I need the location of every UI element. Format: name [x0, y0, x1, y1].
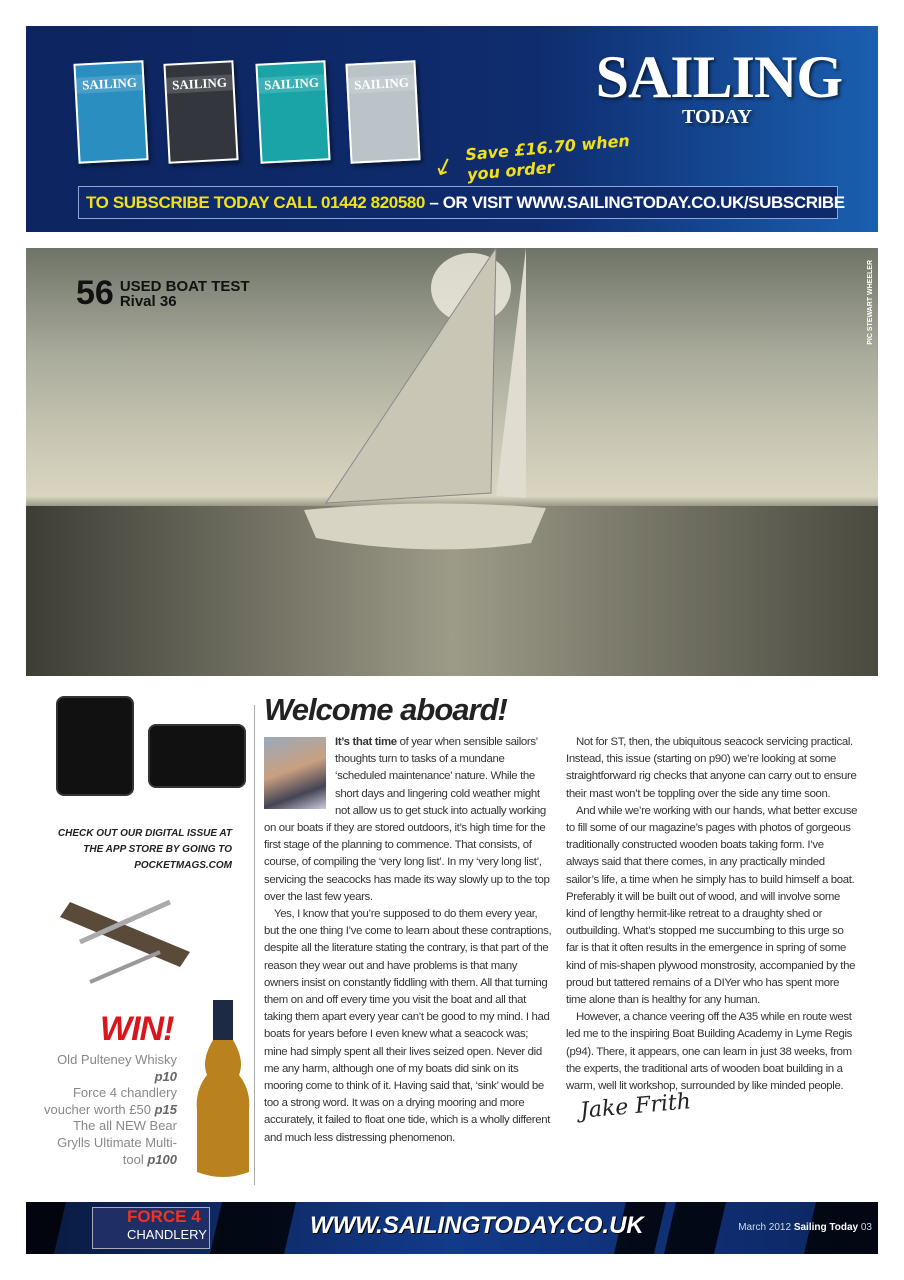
page-folio: March 2012 Sailing Today 03 — [738, 1222, 872, 1233]
magazine-cover: SAILING — [163, 60, 238, 164]
subscribe-bar[interactable]: TO SUBSCRIBE TODAY CALL 01442 820580 – OR VISIT WWW.SAILINGTODAY.CO.UK/SUBSCRIBE — [78, 186, 838, 219]
prize-list — [40, 1052, 177, 1168]
win-heading: WIN! — [100, 1010, 174, 1048]
hero-photo-sailboat — [26, 248, 878, 676]
paragraph: And while we’re working with our hands, what better excuse to fill some of our magazine’s pages with photos of gorgeous traditionally constructed wooden boats taking form. I’ve always said that there comes, in any practically minded sailor’s life, a time when he simply has to build himself a boat. Preferably it will be built out of wood, and will involve some kind of lengthy hermit-like retreat to a draughty shed or outbuilding. What’s stopped me succumbing to this urge so far is that it often results in the emergence in spring of some kind of mis-shapen plywood monstrosity, accompanied by the proud but tattered remains of a DIYer who has spent more time alone than is healthy for any human. — [566, 804, 858, 1007]
feature-teaser[interactable]: 56 USED BOAT TEST Rival 36 — [76, 274, 250, 312]
article-column-1 — [264, 734, 554, 1147]
article-title: Welcome aboard! — [264, 692, 507, 727]
editor-photo — [264, 737, 326, 809]
prize-item[interactable]: The all NEW Bear Grylls Ultimate Multi-tool p100 — [57, 1118, 177, 1167]
arrow-icon: ↙ — [429, 150, 459, 183]
sailing-today-logo: SAILING TODAY — [595, 44, 842, 128]
paragraph: It’s that time of year when sensible sailors’ thoughts turn to tasks of a mundane ‘scheduled maintenance’ nature. While the short days and lingering cold weather might not allow us to get stuck into actually working on our boats if they are stored outdoors, it’s high time for the first stage of the planning to commence. That consists, of course, of compiling the ‘very long list’. In my ‘very long list’, servicing the seacocks has made its way slowly up to the top over the last few years. — [264, 736, 550, 903]
prize-item[interactable]: Force 4 chandlery voucher worth £50 p15 — [44, 1085, 177, 1117]
sidebar — [40, 690, 250, 1190]
paragraph: However, a chance veering off the A35 while en route west led me to the inspiring Boat Building Academy in Lyme Regis (p94). There, it appears, one can learn in just 38 weeks, from the experts, the traditional arts of wooden boat building in a warm, well lit workshop, surrounded by like minded people.Jake Frith — [566, 1011, 853, 1125]
offer-text: Save £16.70 when you order — [464, 130, 631, 185]
digital-issue-note: CHECK OUT OUR DIGITAL ISSUE AT THE APP STORE BY GOING TO POCKETMAGS.COM — [57, 828, 232, 871]
article-column-2 — [566, 734, 858, 1125]
whisky-bottle-image — [193, 1000, 253, 1180]
editor-signature: Jake Frith — [579, 1089, 692, 1125]
force4-logo[interactable]: FORCE 4 CHANDLERY — [92, 1207, 210, 1249]
column-divider — [254, 705, 255, 1185]
website-link[interactable]: WWW.SAILINGTODAY.CO.UK — [310, 1212, 644, 1239]
magazine-cover: SAILING — [73, 60, 148, 164]
multitool-image — [50, 882, 200, 1002]
magazine-cover: SAILING — [255, 60, 330, 164]
photo-credit: PIC STEWART WHEELER — [867, 260, 874, 345]
prize-item[interactable]: Old Pulteney Whisky p10 — [57, 1052, 177, 1084]
footer-bar — [26, 1202, 878, 1254]
paragraph: Yes, I know that you’re supposed to do them every year, but the one thing I’ve come to learn about these contraptions, despite all the literature stating the contrary, is that part of the reason they wear out and have problems is that many owners insist on constantly fiddling with them. All that turning them on and off every time you visit the boat and all that taking them apart every year can’t be good to my mind. I had boats for years before I even knew what a seacock was; mine had simply spent all their lives seized open. Never did me any harm, although one of my boats did sink on its mooring come to think of it. Having said that, ‘sink’ would be too a strong word. It was on a drying mooring and more accurately, it failed to float one tide, which is a wholly different and much less distressing phenomenon. — [264, 908, 552, 1144]
tablet-image — [56, 696, 134, 796]
subscription-banner[interactable] — [26, 26, 878, 232]
magazine-cover: SAILING — [345, 60, 420, 164]
paragraph: Not for ST, then, the ubiquitous seacock servicing practical. Instead, this issue (starting on p90) we’re looking at some straightforward rig checks that anyone can carry out to ensure their mast won’t be toppling over the side any time soon. — [566, 736, 857, 800]
tablet-image — [148, 724, 246, 788]
